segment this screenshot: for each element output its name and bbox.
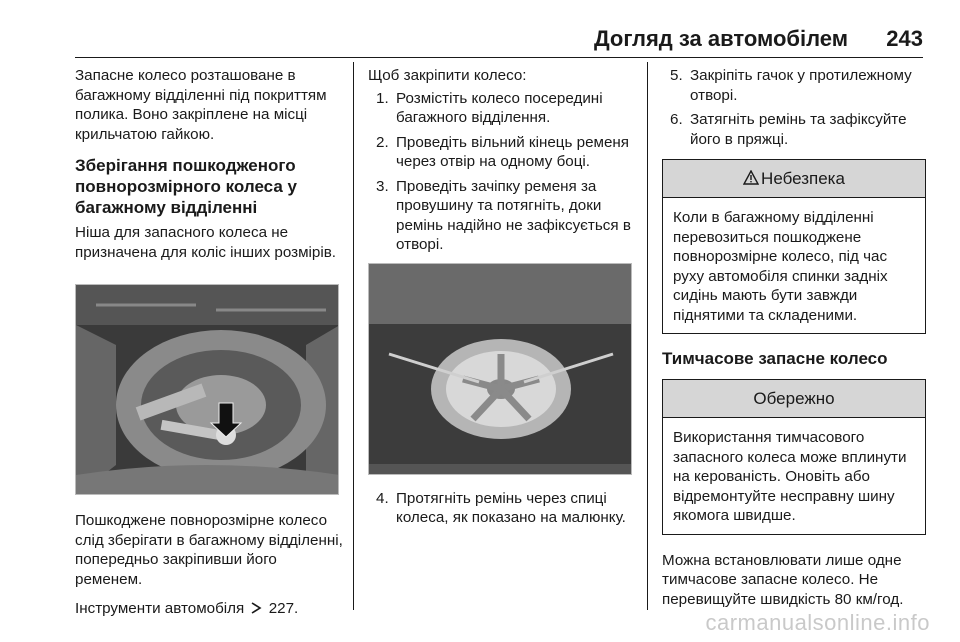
steps-list-1 [368,89,632,255]
danger-text: Коли в багажному відділенні перевозиться пошкоджене повнорозмірне колесо, під час руху автомобіля спинки задніх сидінь мають бути завжди піднятими та складеними. [673,209,888,324]
caution-text: Використання тимчасового запасного колеса може вплинути на керованість. Оновіть або відремонтуйте несправну шину якомога швидше. [673,429,907,524]
page-number: 243 [886,26,923,51]
step-item: 1. Розмістіть колесо посередині багажного відділення. [376,89,603,126]
strapped-wheel-illustration [369,264,632,475]
rim-note-paragraph: Ніша для запасного колеса не призначена для коліс інших розмірів. [75,224,337,261]
section-title: Догляд за автомобілем [593,26,848,51]
page-header [0,22,960,58]
danger-title: Небезпека [761,168,845,188]
column-divider-1 [353,62,354,610]
tools-page-link[interactable]: 227. [268,600,299,617]
column-3 [662,66,926,609]
warning-triangle-icon [743,170,759,187]
arrow-reference-icon [250,600,262,612]
column-divider-2 [647,62,648,610]
caution-box [662,379,926,535]
spare-wheel-well-image [75,284,339,495]
danger-box-header [663,160,925,198]
intro-paragraph: Запасне колесо розташоване в багажному відділенні під покриттям полика. Воно закріплене на місці крильчатою гайкою. [75,67,327,143]
step-item: 2. Проведіть вільний кінець ременя через отвір на одному боці. [376,133,630,170]
steps-list-3 [662,66,926,149]
temp-spare-heading: Тимчасове запасне колесо [662,349,888,368]
header-divider [75,57,923,58]
danger-box [662,159,926,334]
watermark: carmanualsonline.info [705,610,930,635]
tools-reference [75,599,343,619]
damaged-wheel-paragraph: Пошкоджене повнорозмірне колесо слід зберігати в багажному відділенні, попередньо закріпивши його ременем. [75,512,343,588]
step-item: 4. Протягніть ремінь через спиці колеса, як показано на малюнку. [376,489,626,526]
section-heading: Зберігання пошкодженого повнорозмірного колеса у багажному відділенні [75,156,297,217]
steps-intro: Щоб закріпити колесо: [368,67,527,84]
temp-spare-paragraph: Можна встановлювати лише одне тимчасове запасне колесо. Не перевищуйте швидкість 80 км/год. [662,551,904,608]
spare-wheel-well-illustration [76,285,339,495]
step-item: 6. Затягніть ремінь та зафіксуйте його в пряжці. [670,111,907,148]
caution-title: Обережно [753,388,835,408]
tools-label: Інструменти автомобіля [75,600,245,617]
step-item: 3. Проведіть зачіпку ременя за провушину та потягніть, доки ремінь надійно не зафіксується в отворі. [376,177,631,253]
caution-box-header [663,380,925,418]
column-2 [368,66,632,533]
column-1 [75,66,343,619]
step-item: 5. Закріпіть гачок у протилежному отворі. [670,67,912,104]
strapped-wheel-image [368,263,632,475]
steps-list-2 [368,489,632,528]
